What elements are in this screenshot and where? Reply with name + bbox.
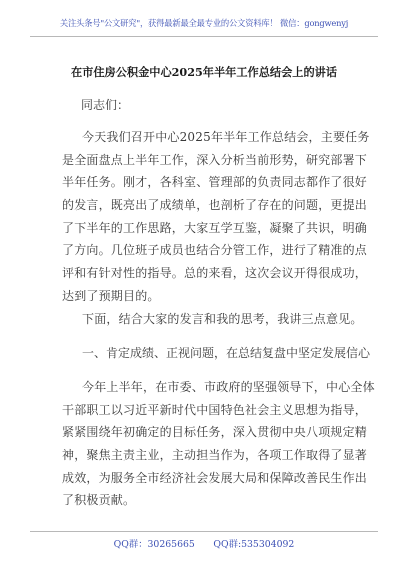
header-divider: [30, 36, 378, 37]
paragraph-line: 评和有针对性的指导。总的来看，这次会议开得很成功，: [62, 266, 368, 281]
paragraph-line: 了积极贡献。: [62, 493, 136, 508]
paragraph-line: 是全面盘点上半年工作，深入分析当前形势，研究部署下: [62, 152, 368, 167]
paragraph-line: 了下半年的工作思路，大家互学互鉴，凝聚了共识，明确: [62, 220, 368, 235]
paragraph-line: 神，聚焦主责主业，主动担当作为，各项工作取得了显著: [62, 448, 368, 463]
footer-qq-groups: QQ群：30265665 QQ群:535304092: [113, 539, 295, 550]
paragraph-line: 达到了预期目的。: [62, 288, 160, 303]
salutation: 同志们：: [81, 98, 130, 112]
paragraph-line: 干部职工以习近平新时代中国特色社会主义思想为指导，: [62, 402, 368, 417]
paragraph-line: 今年上半年，在市委、市政府的坚强领导下，中心全体: [82, 380, 375, 394]
paragraph-line: 下面，结合大家的发言和我的思考，我讲三点意见。: [82, 312, 363, 326]
paragraph-line: 紧紧围绕年初确定的目标任务，深入贯彻中央八项规定精: [62, 425, 368, 440]
paragraph-achievements: [62, 376, 375, 512]
paragraph-line: 的发言，既亮出了成绩单，也剖析了存在的问题，更提出: [62, 198, 368, 213]
paragraph-line: 了方向。几位班子成员也结合分管工作，进行了精准的点: [62, 243, 368, 258]
paragraph-line: 今天我们召开中心2025年半年工作总结会，主要任务: [82, 130, 370, 144]
section-heading-1: 一、肯定成绩、正视问题，在总结复盘中坚定发展信心: [82, 346, 371, 360]
footer-divider: [30, 531, 378, 532]
document-title: 在市住房公积金中心2025年半年工作总结会上的讲话: [70, 65, 338, 79]
paragraph-intro: [62, 126, 370, 308]
paragraph-line: 半年任务。刚才，各科室、管理部的负责同志都作了很好: [62, 175, 368, 190]
paragraph-transition: [62, 308, 363, 331]
paragraph-line: 成效，为服务全市经济社会发展大局和保障改善民生作出: [62, 470, 368, 485]
header-promo-text: 关注头条号"公文研究"，获得最新最全最专业的公文资料库！ 微信：gongwenyj: [59, 18, 349, 28]
